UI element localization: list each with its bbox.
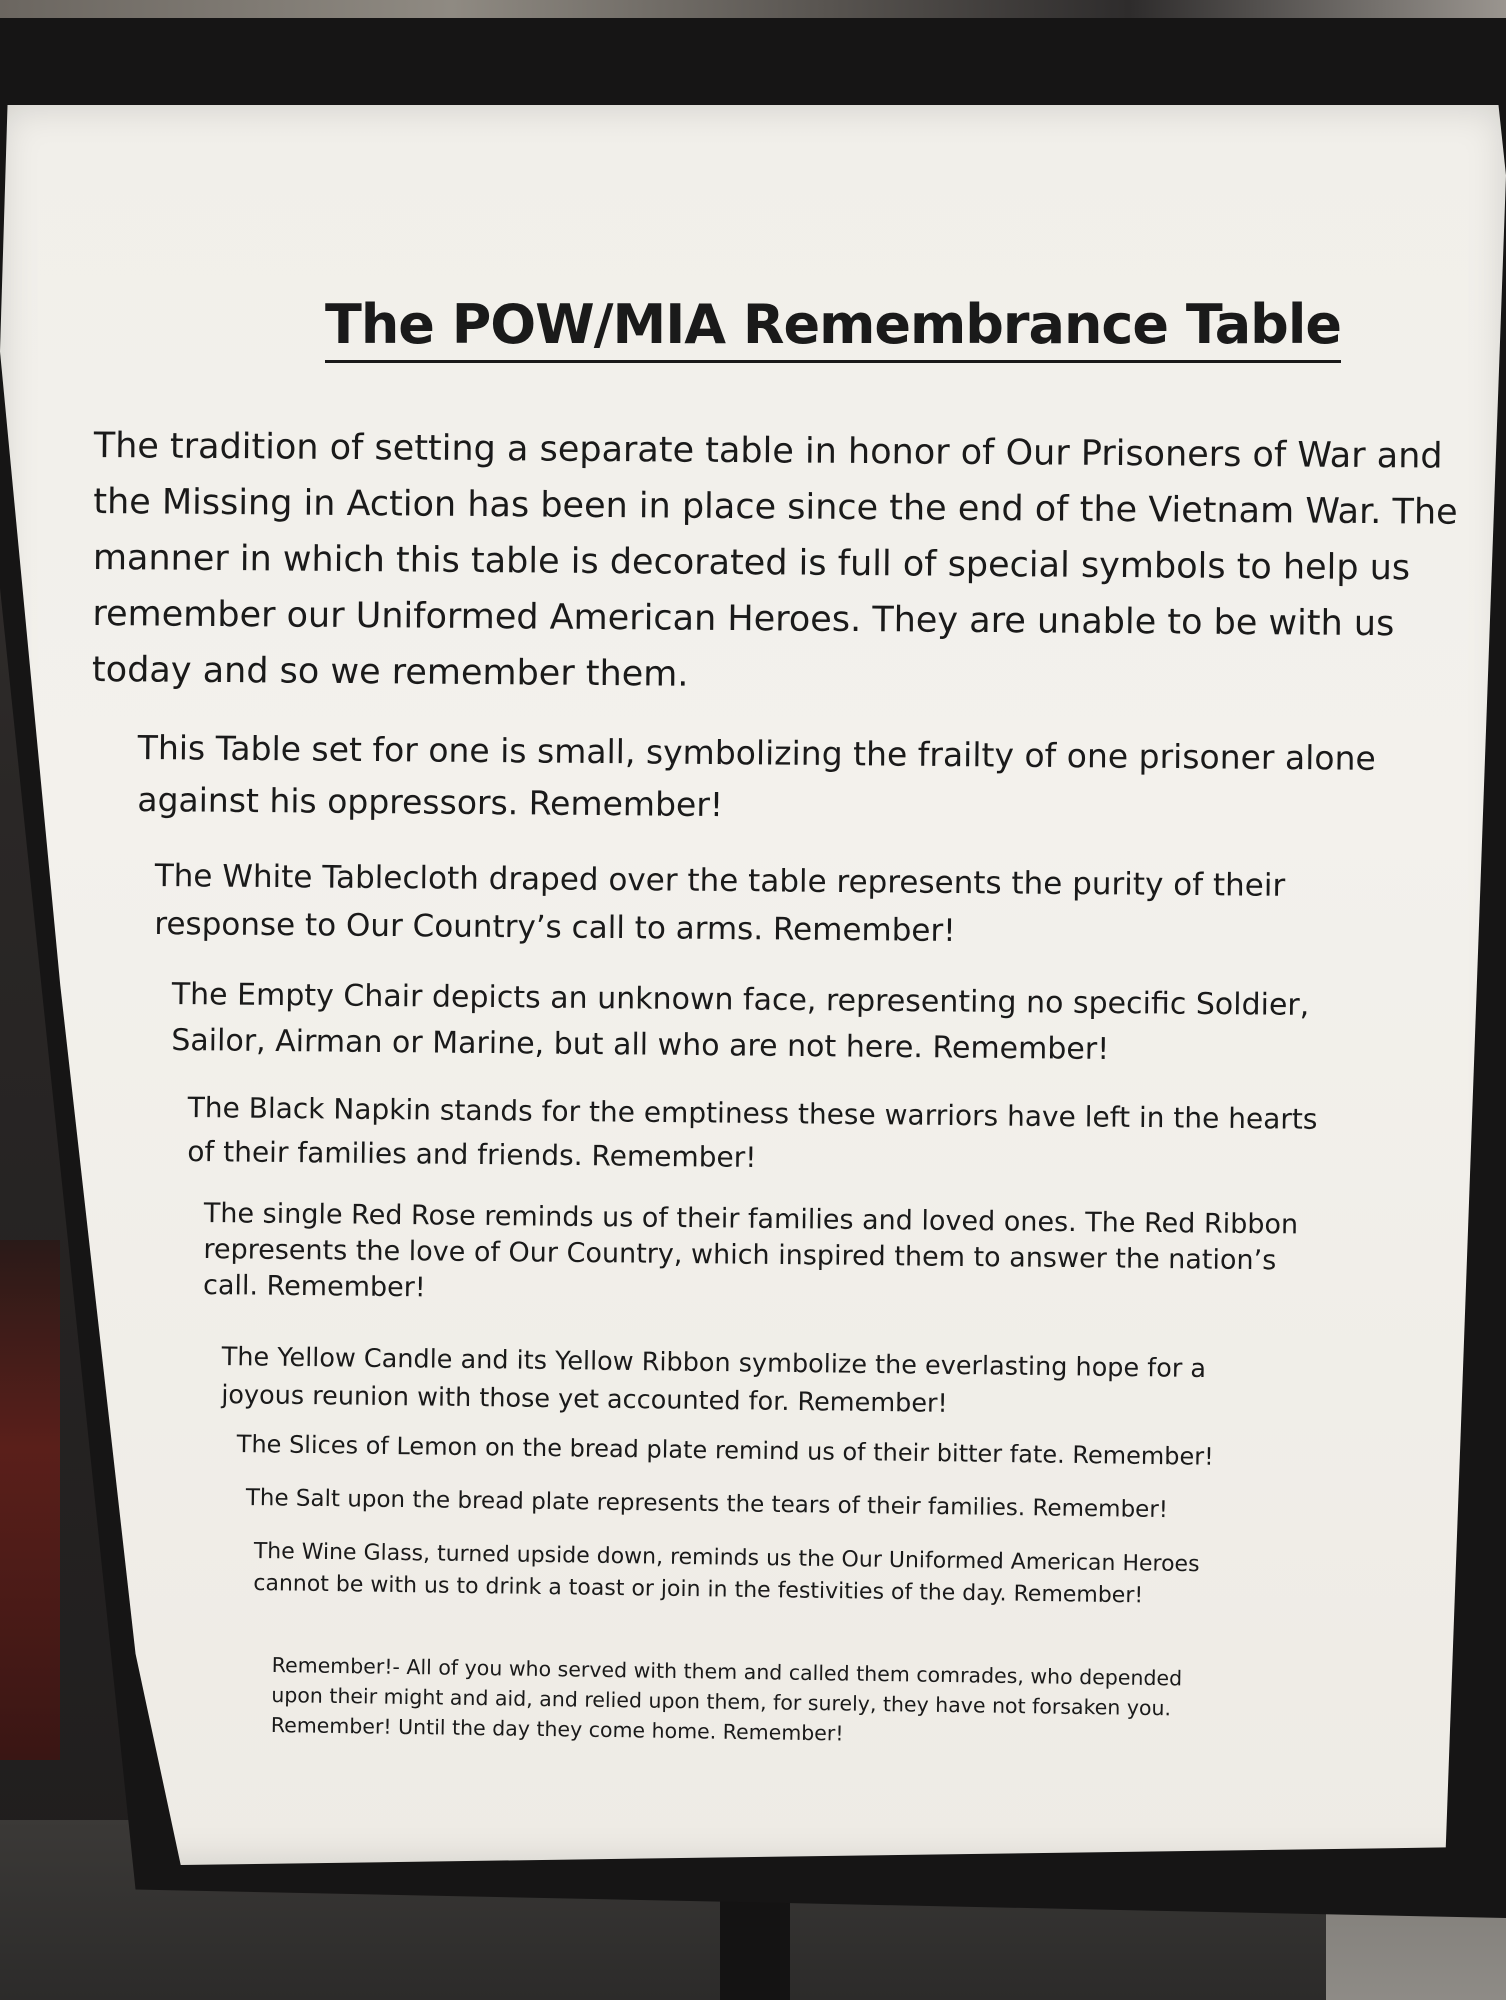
paragraph-empty-chair: The Empty Chair depicts an unknown face, representing no specific Soldier, Sailor, Airman or Marine, but all who are not here. Remember! [171,976,1310,1067]
paragraph-table-for-one: This Table set for one is small, symbolizing the frailty of one prisoner alone against his oppressors. Remember! [137,727,1376,825]
paragraph-white-tablecloth: The White Tablecloth draped over the table represents the purity of their response to Our Country’s call to arms. Remember! [154,857,1286,949]
sign-title: The POW/MIA Remembrance Table [325,292,1341,363]
paragraph-black-napkin: The Black Napkin stands for the emptiness these warriors have left in the hearts of their families and friends. Remember! [187,1090,1318,1174]
paragraph-salt: The Salt upon the bread plate represents the tears of their families. Remember! [245,1484,1169,1524]
paragraph-lemon-slices: The Slices of Lemon on the bread plate remind us of their bitter fate. Remember! [236,1429,1214,1471]
paragraph-red-rose: The single Red Rose reminds us of their families and loved ones. The Red Ribbon represents the love of Our Country, which inspired them to answer the nation’s call. Remember! [202,1197,1299,1304]
paragraph-closing: Remember!- All of you who served with them and called them comrades, who depended upon their might and aid, and relied upon them, for surely, they have not forsaken you. Remember! Until the day they come home. Remember! [270,1652,1183,1746]
paragraph-tradition: The tradition of setting a separate table in honor of Our Prisoners of War and the Missing in Action has been in place since the end of the Vietnam War. The manner in which this table is decorated is full of special symbols to help us remember our Uniformed American Heroes. They are unable to be with us today and so we remember them. [91,425,1458,695]
paragraph-yellow-candle: The Yellow Candle and its Yellow Ribbon symbolize the everlasting hope for a joyous reunion with those yet accounted for. Remember! [221,1341,1207,1419]
paragraph-wine-glass: The Wine Glass, turned upside down, reminds us the Our Uniformed American Heroes cannot be with us to drink a toast or join in the festivities of the day. Remember! [253,1538,1200,1609]
